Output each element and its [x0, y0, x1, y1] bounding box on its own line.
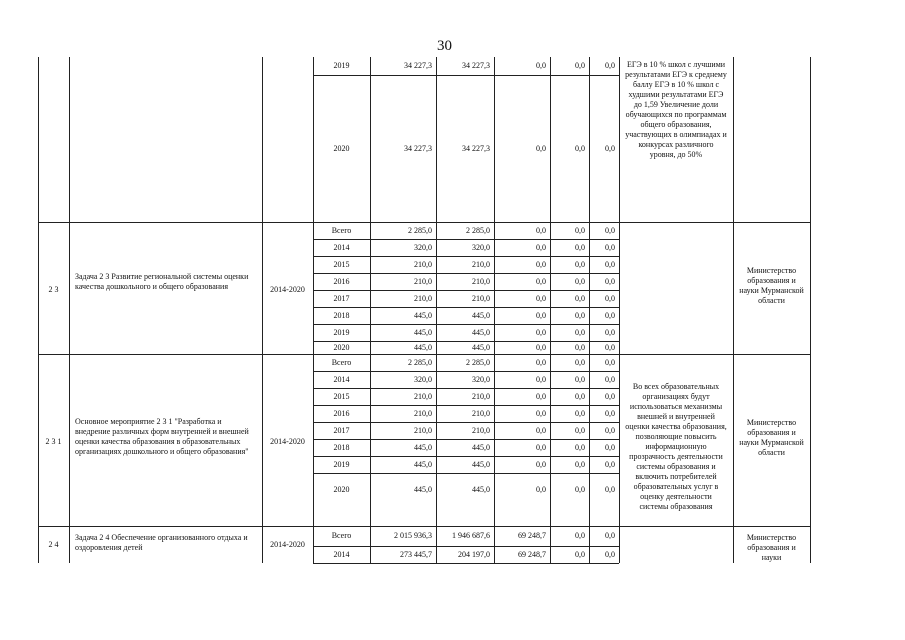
task-name: Задача 2 4 Обеспечение организованного отдыха и оздоровления детей: [75, 533, 248, 552]
result-text: ЕГЭ в 10 % школ с лучшими результатами ЕГЭ к среднему баллу ЕГЭ в 10 % школ с худшими результатами ЕГЭ до 1,59 Увеличение доли обучающихся по программам общего образования, участвующих в олимпиадах и конкурсах различного уровня, до 50%: [625, 60, 727, 159]
result-text: Во всех образовательных организациях будут использоваться механизмы внешней и внутренней оценки качества образования, позволяющие повысить информационную прозрачность деятельности системы образования и включить потребителей образовательных услуг в оценку деятельности системы образования: [625, 382, 727, 511]
column-rule: [436, 57, 437, 563]
row-rule: [313, 405, 619, 406]
funding-cell: 0,0: [605, 485, 615, 494]
row-rule: [313, 324, 619, 325]
total-cell: 34 227,3: [404, 144, 432, 153]
total-cell: 445,0: [414, 343, 432, 352]
funding-cell: 0,0: [605, 61, 615, 70]
total-cell: 2 285,0: [408, 358, 432, 367]
funding-cell: 0,0: [536, 392, 546, 401]
year-cell: 2014: [333, 550, 350, 559]
period-cell: 2014-2020: [270, 437, 305, 446]
column-rule: [550, 57, 551, 563]
total-cell: 210,0: [414, 260, 432, 269]
total-cell: 210,0: [414, 409, 432, 418]
funding-cell: 0,0: [536, 243, 546, 252]
funding-cell: 210,0: [472, 392, 490, 401]
funding-cell: 0,0: [575, 358, 585, 367]
total-cell: 445,0: [414, 460, 432, 469]
period-cell: 2014-2020: [270, 540, 305, 549]
funding-cell: 320,0: [472, 375, 490, 384]
funding-cell: 0,0: [605, 392, 615, 401]
funding-cell: 0,0: [536, 311, 546, 320]
funding-cell: 0,0: [575, 61, 585, 70]
funding-cell: 204 197,0: [458, 550, 490, 559]
section-rule: [38, 222, 810, 223]
total-cell: 34 227,3: [404, 61, 432, 70]
funding-cell: 0,0: [605, 358, 615, 367]
year-cell: 2016: [333, 409, 350, 418]
column-rule: [810, 57, 811, 563]
funding-cell: 0,0: [605, 550, 615, 559]
funding-cell: 0,0: [536, 409, 546, 418]
row-rule: [313, 307, 619, 308]
funding-cell: 0,0: [575, 443, 585, 452]
executor-text: Министерство образования и науки Мурманской области: [739, 418, 804, 457]
total-cell: 320,0: [414, 243, 432, 252]
row-rule: [313, 290, 619, 291]
row-rule: [313, 239, 619, 240]
funding-cell: 210,0: [472, 426, 490, 435]
funding-cell: 0,0: [575, 460, 585, 469]
funding-cell: 0,0: [575, 226, 585, 235]
row-rule: [313, 75, 619, 76]
total-cell: 445,0: [414, 443, 432, 452]
funding-cell: 0,0: [575, 550, 585, 559]
funding-cell: 0,0: [605, 144, 615, 153]
funding-cell: 0,0: [575, 426, 585, 435]
year-cell: 2016: [333, 277, 350, 286]
year-cell: 2020: [333, 144, 350, 153]
year-cell: 2015: [333, 260, 350, 269]
funding-cell: 445,0: [472, 311, 490, 320]
funding-cell: 445,0: [472, 443, 490, 452]
funding-cell: 0,0: [605, 294, 615, 303]
year-cell: Всего: [331, 358, 352, 367]
measure-name: Основное мероприятие 2 3 1 "Разработка и внедрение различных форм внутренней и внешней оценки качества образования в образовательных организациях дошкольного и общего образования": [75, 417, 249, 456]
column-rule: [370, 57, 371, 563]
funding-cell: 0,0: [575, 392, 585, 401]
year-cell: 2017: [333, 426, 350, 435]
funding-cell: 0,0: [605, 443, 615, 452]
year-cell: 2019: [333, 61, 350, 70]
year-cell: 2020: [333, 485, 350, 494]
column-rule: [494, 57, 495, 563]
funding-cell: 0,0: [536, 460, 546, 469]
total-cell: 445,0: [414, 311, 432, 320]
funding-cell: 0,0: [605, 460, 615, 469]
funding-cell: 0,0: [536, 443, 546, 452]
funding-cell: 0,0: [575, 409, 585, 418]
funding-cell: 0,0: [575, 294, 585, 303]
column-rule: [38, 57, 39, 563]
funding-cell: 0,0: [605, 311, 615, 320]
funding-cell: 210,0: [472, 409, 490, 418]
total-cell: 210,0: [414, 294, 432, 303]
year-cell: Всего: [331, 531, 352, 540]
funding-cell: 0,0: [536, 226, 546, 235]
row-rule: [313, 341, 619, 342]
funding-cell: 0,0: [605, 260, 615, 269]
row-number: 2 4: [48, 540, 59, 549]
funding-cell: 0,0: [536, 375, 546, 384]
row-rule: [313, 439, 619, 440]
funding-cell: 1 946 687,6: [452, 531, 490, 540]
funding-cell: 0,0: [536, 485, 546, 494]
section-rule: [38, 354, 810, 355]
row-rule: [313, 256, 619, 257]
year-cell: 2015: [333, 392, 350, 401]
column-rule: [589, 57, 590, 563]
funding-cell: 0,0: [605, 426, 615, 435]
funding-cell: 0,0: [575, 277, 585, 286]
row-rule: [313, 546, 619, 547]
funding-cell: 0,0: [575, 531, 585, 540]
period-cell: 2014-2020: [270, 285, 305, 294]
funding-cell: 0,0: [536, 358, 546, 367]
year-cell: 2014: [333, 243, 350, 252]
executor-text: Министерство образования и науки: [746, 533, 797, 562]
column-rule: [733, 57, 734, 563]
funding-cell: 445,0: [472, 343, 490, 352]
year-cell: 2019: [333, 328, 350, 337]
funding-cell: 0,0: [536, 294, 546, 303]
funding-cell: 210,0: [472, 277, 490, 286]
total-cell: 445,0: [414, 485, 432, 494]
column-rule: [262, 57, 263, 563]
row-rule: [313, 422, 619, 423]
row-rule: [313, 563, 619, 564]
funding-cell: 0,0: [605, 409, 615, 418]
funding-cell: 445,0: [472, 485, 490, 494]
column-rule: [69, 57, 70, 563]
row-rule: [313, 388, 619, 389]
funding-cell: 0,0: [605, 531, 615, 540]
row-rule: [313, 371, 619, 372]
year-cell: 2020: [333, 343, 350, 352]
row-rule: [313, 273, 619, 274]
funding-cell: 0,0: [536, 426, 546, 435]
funding-cell: 0,0: [605, 226, 615, 235]
funding-cell: 0,0: [536, 260, 546, 269]
task-name: Задача 2 3 Развитие региональной системы оценки качества дошкольного и общего образования: [75, 272, 249, 291]
funding-cell: 0,0: [575, 144, 585, 153]
year-cell: 2014: [333, 375, 350, 384]
total-cell: 210,0: [414, 392, 432, 401]
funding-cell: 0,0: [605, 277, 615, 286]
total-cell: 210,0: [414, 426, 432, 435]
funding-cell: 69 248,7: [518, 531, 546, 540]
total-cell: 445,0: [414, 328, 432, 337]
total-cell: 2 285,0: [408, 226, 432, 235]
section-rule: [38, 526, 810, 527]
funding-cell: 445,0: [472, 328, 490, 337]
funding-cell: 0,0: [605, 328, 615, 337]
funding-cell: 0,0: [575, 485, 585, 494]
funding-cell: 0,0: [575, 243, 585, 252]
funding-cell: 69 248,7: [518, 550, 546, 559]
total-cell: 320,0: [414, 375, 432, 384]
funding-cell: 0,0: [575, 375, 585, 384]
funding-cell: 0,0: [575, 260, 585, 269]
page-number: 30: [437, 38, 452, 54]
funding-cell: 0,0: [536, 328, 546, 337]
row-rule: [313, 473, 619, 474]
row-rule: [313, 456, 619, 457]
row-number: 2 3: [48, 285, 59, 294]
year-cell: Всего: [331, 226, 352, 235]
funding-cell: 2 285,0: [466, 358, 490, 367]
funding-cell: 0,0: [605, 343, 615, 352]
executor-text: Министерство образования и науки Мурманской области: [739, 266, 804, 305]
row-number: 2 3 1: [45, 437, 62, 446]
funding-cell: 34 227,3: [462, 144, 490, 153]
funding-cell: 0,0: [605, 375, 615, 384]
funding-cell: 210,0: [472, 260, 490, 269]
funding-cell: 0,0: [536, 61, 546, 70]
funding-cell: 0,0: [536, 343, 546, 352]
year-cell: 2019: [333, 460, 350, 469]
total-cell: 273 445,7: [400, 550, 432, 559]
column-rule: [619, 57, 620, 563]
funding-cell: 0,0: [536, 277, 546, 286]
funding-cell: 2 285,0: [466, 226, 490, 235]
total-cell: 210,0: [414, 277, 432, 286]
funding-cell: 0,0: [536, 144, 546, 153]
funding-cell: 0,0: [605, 243, 615, 252]
year-cell: 2017: [333, 294, 350, 303]
year-cell: 2018: [333, 443, 350, 452]
funding-cell: 445,0: [472, 460, 490, 469]
funding-cell: 320,0: [472, 243, 490, 252]
funding-cell: 0,0: [575, 328, 585, 337]
funding-cell: 0,0: [575, 311, 585, 320]
funding-cell: 210,0: [472, 294, 490, 303]
funding-cell: 0,0: [575, 343, 585, 352]
year-cell: 2018: [333, 311, 350, 320]
total-cell: 2 015 936,3: [394, 531, 432, 540]
funding-cell: 34 227,3: [462, 61, 490, 70]
